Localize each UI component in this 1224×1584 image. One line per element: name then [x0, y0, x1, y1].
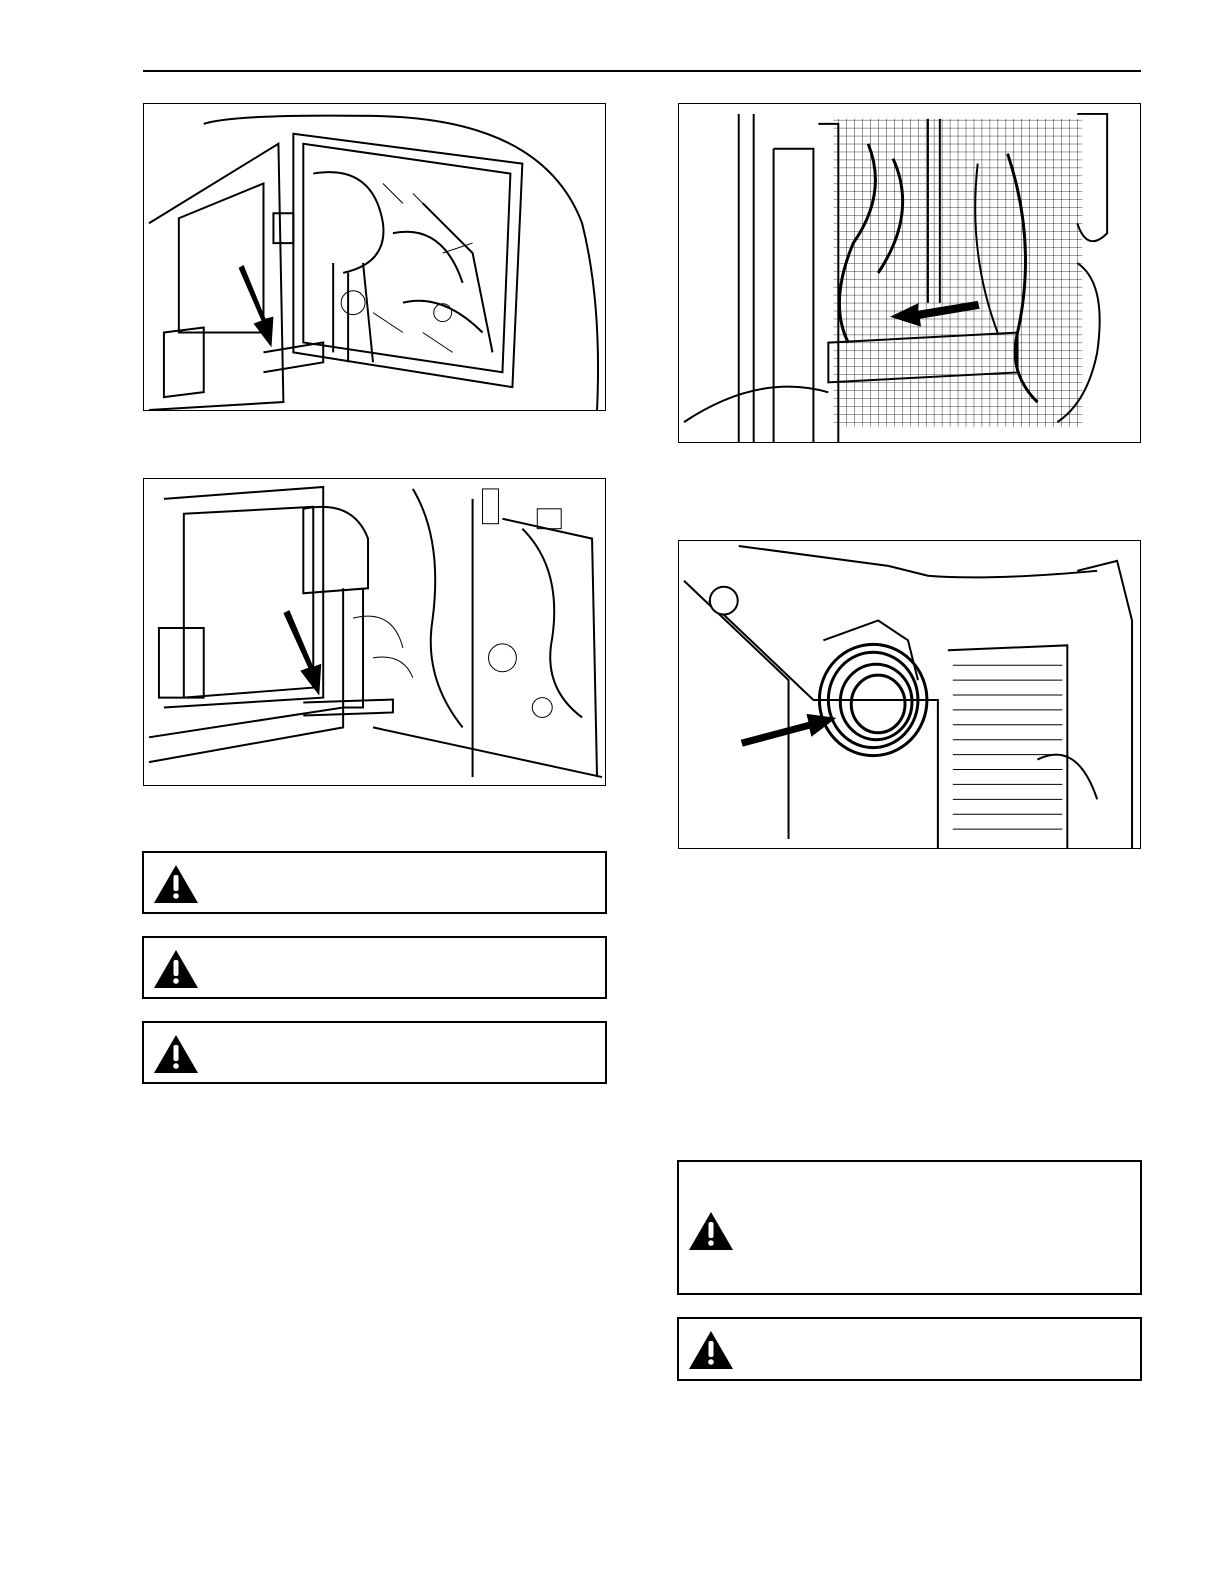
warning-box-4 — [677, 1160, 1142, 1295]
figure-side-cover-open — [143, 103, 606, 411]
warning-box-3 — [142, 1021, 607, 1084]
header-rule — [143, 70, 1141, 72]
warning-triangle-icon — [687, 1210, 735, 1252]
warning-box-2 — [142, 936, 607, 999]
warning-box-5 — [677, 1317, 1142, 1381]
warning-triangle-icon — [152, 948, 200, 990]
figure-radiator-harness — [678, 103, 1141, 443]
warning-triangle-icon — [152, 863, 200, 905]
arrow-icon — [283, 610, 321, 695]
warning-box-1 — [142, 851, 607, 914]
warning-triangle-icon — [152, 1033, 200, 1075]
arrow-icon — [239, 265, 274, 347]
figure-retaining-rod — [143, 478, 606, 786]
figure-coiled-hose — [678, 540, 1141, 849]
warning-triangle-icon — [687, 1329, 735, 1371]
